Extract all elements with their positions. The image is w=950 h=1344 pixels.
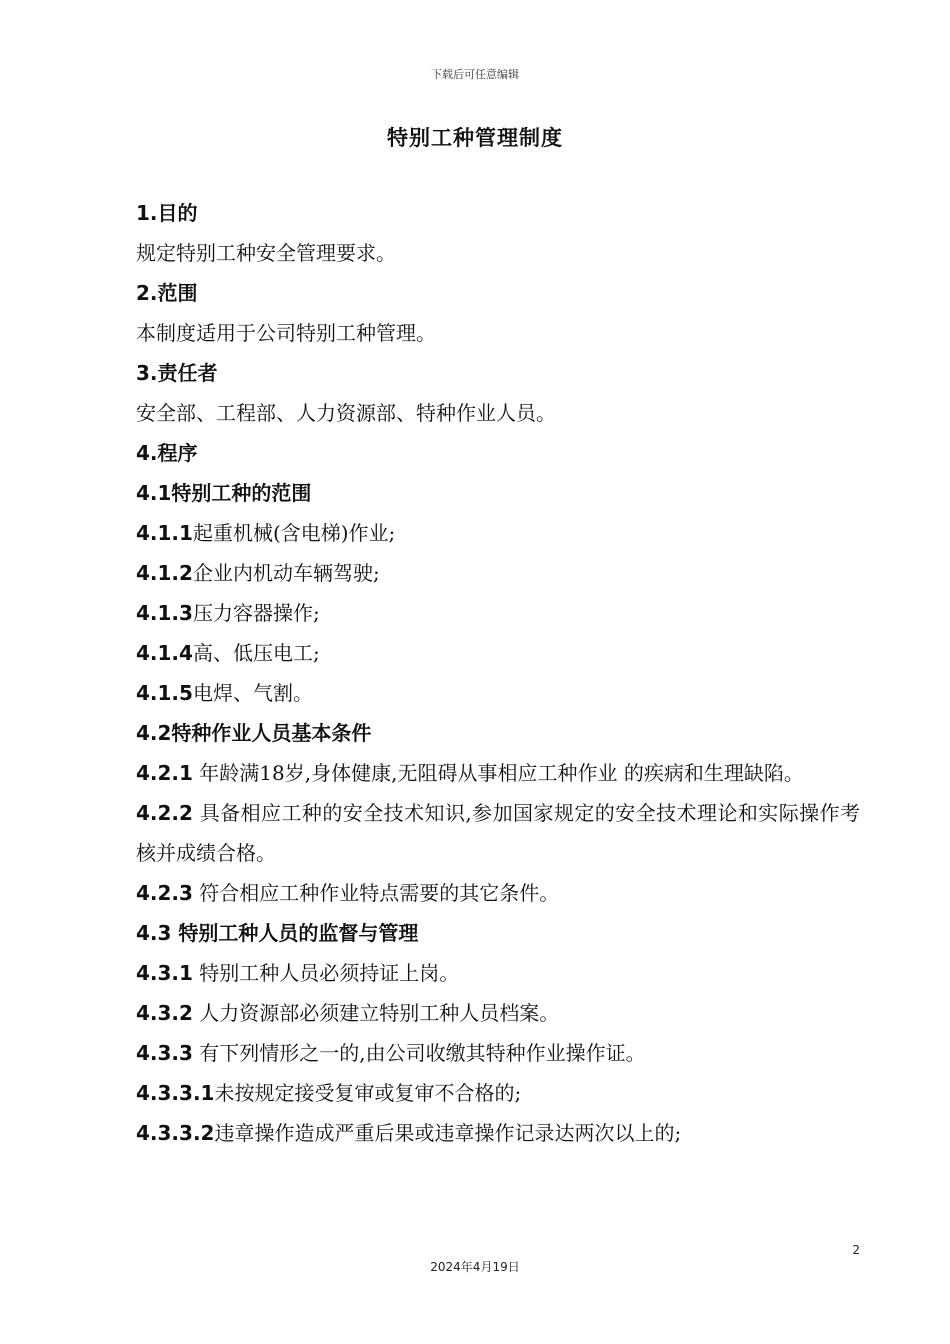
item-text: 特别工种人员必须持证上岗。 bbox=[192, 961, 460, 985]
list-item-4-2-1 bbox=[136, 753, 860, 793]
item-text: 企业内机动车辆驾驶; bbox=[192, 561, 380, 585]
item-text: 起重机械(含电梯)作业; bbox=[192, 521, 396, 545]
item-number: 4.2.3 bbox=[136, 881, 193, 905]
item-number: 4.3.2 bbox=[136, 1001, 193, 1025]
section-heading-procedure: 4.程序 bbox=[136, 441, 198, 465]
subsection-heading-4-1: 4.1特别工种的范围 bbox=[136, 481, 312, 505]
list-item-4-3-3-1 bbox=[136, 1073, 866, 1113]
section-heading-scope: 2.范围 bbox=[136, 281, 198, 305]
subsection-heading-4-2: 4.2特种作业人员基本条件 bbox=[136, 721, 372, 745]
list-item-4-2-2 bbox=[136, 793, 860, 873]
item-number: 4.2.1 bbox=[136, 761, 193, 785]
list-item-4-1-2 bbox=[136, 553, 866, 593]
page-number: 2 bbox=[852, 1243, 860, 1257]
item-number: 4.3.3.1 bbox=[136, 1081, 215, 1105]
item-number: 4.2.2 bbox=[136, 801, 193, 825]
list-item-4-1-5 bbox=[136, 673, 866, 713]
item-text: 高、低压电工; bbox=[192, 641, 320, 665]
item-text: 符合相应工种作业特点需要的其它条件。 bbox=[192, 881, 560, 905]
item-text: 具备相应工种的安全技术知识,参加国家规定的安全技术理论和实际操作考核并成绩合格。 bbox=[136, 801, 860, 865]
item-number: 4.3.1 bbox=[136, 961, 193, 985]
item-number: 4.1.2 bbox=[136, 561, 193, 585]
item-text: 违章操作造成严重后果或违章操作记录达两次以上的; bbox=[214, 1121, 682, 1145]
section-text-purpose: 规定特别工种安全管理要求。 bbox=[136, 241, 396, 265]
item-text: 未按规定接受复审或复审不合格的; bbox=[214, 1081, 522, 1105]
section-text-scope: 本制度适用于公司特别工种管理。 bbox=[136, 321, 436, 345]
item-number: 4.1.4 bbox=[136, 641, 193, 665]
item-text: 有下列情形之一的,由公司收缴其特种作业操作证。 bbox=[192, 1041, 646, 1065]
footer-date: 2024年4月19日 bbox=[430, 1260, 520, 1274]
section-heading-responsible: 3.责任者 bbox=[136, 361, 218, 385]
list-item-4-2-3 bbox=[136, 873, 866, 913]
list-item-4-3-1 bbox=[136, 953, 866, 993]
subsection-heading-4-3: 4.3 特别工种人员的监督与管理 bbox=[136, 921, 419, 945]
section-text-responsible: 安全部、工程部、人力资源部、特种作业人员。 bbox=[136, 401, 556, 425]
item-text: 年龄满18岁,身体健康,无阻碍从事相应工种作业 的疾病和生理缺陷。 bbox=[192, 761, 804, 785]
document-body bbox=[136, 193, 866, 1153]
item-number: 4.1.5 bbox=[136, 681, 193, 705]
list-item-4-3-3 bbox=[136, 1033, 866, 1073]
item-number: 4.1.3 bbox=[136, 601, 193, 625]
list-item-4-3-2 bbox=[136, 993, 866, 1033]
item-number: 4.1.1 bbox=[136, 521, 193, 545]
list-item-4-3-3-2 bbox=[136, 1113, 866, 1153]
item-text: 电焊、气割。 bbox=[192, 681, 313, 705]
document-title: 特别工种管理制度 bbox=[387, 126, 563, 150]
item-number: 4.3.3.2 bbox=[136, 1121, 215, 1145]
item-text: 压力容器操作; bbox=[192, 601, 320, 625]
list-item-4-1-1 bbox=[136, 513, 866, 553]
header-note: 下载后可任意编辑 bbox=[431, 68, 519, 81]
list-item-4-1-3 bbox=[136, 593, 866, 633]
item-text: 人力资源部必须建立特别工种人员档案。 bbox=[192, 1001, 560, 1025]
list-item-4-1-4 bbox=[136, 633, 866, 673]
section-heading-purpose: 1.目的 bbox=[136, 201, 198, 225]
item-number: 4.3.3 bbox=[136, 1041, 193, 1065]
